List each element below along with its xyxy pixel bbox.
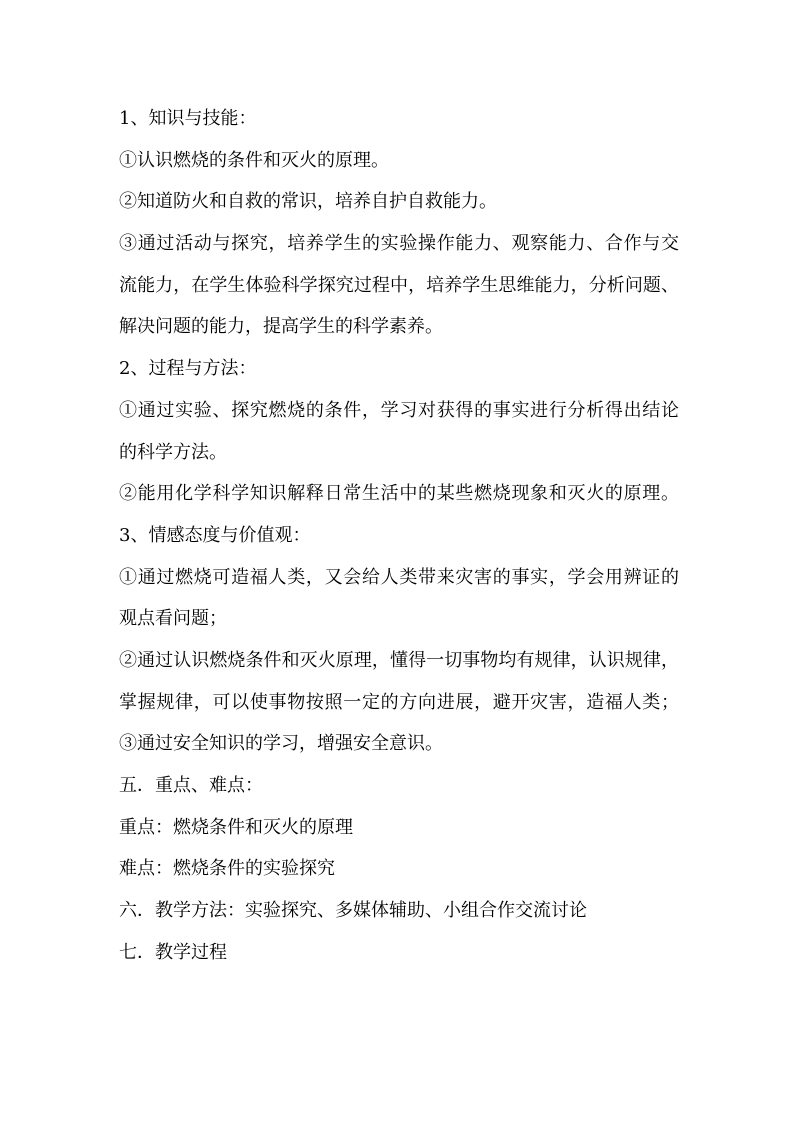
- paragraph-line: ②通过认识燃烧条件和灭火原理，懂得一切事物均有规律，认识规律，: [119, 649, 679, 671]
- paragraph-line: ①认识燃烧的条件和灭火的原理。: [119, 149, 389, 171]
- paragraph-line: 观点看问题；: [119, 608, 227, 630]
- paragraph-line: ③通过活动与探究，培养学生的实验操作能力、观察能力、合作与交: [119, 233, 679, 255]
- paragraph-line: 掌握规律，可以使事物按照一定的方向进展，避开灾害，造福人类；: [119, 691, 679, 713]
- paragraph-line: ③通过安全知识的学习，增强安全意识。: [119, 733, 443, 755]
- paragraph-line: 难点：燃烧条件的实验探究: [119, 858, 335, 880]
- paragraph-line: 流能力，在学生体验科学探究过程中，培养学生思维能力，分析问题、: [119, 274, 679, 296]
- paragraph-line: ①通过实验、探究燃烧的条件，学习对获得的事实进行分析得出结论: [119, 399, 679, 421]
- section-heading-key-points: 五．重点、难点：: [119, 775, 263, 796]
- paragraph-line: 解决问题的能力，提高学生的科学素养。: [119, 316, 443, 338]
- section-heading-attitudes-values: 3、情感态度与价值观：: [119, 524, 311, 546]
- paragraph-line: 的科学方法。: [119, 441, 227, 463]
- paragraph-line: ②知道防火和自救的常识，培养自护自救能力。: [119, 191, 497, 213]
- section-heading-process-methods: 2、过程与方法：: [119, 358, 257, 380]
- section-heading-knowledge-skills: 1、知识与技能：: [119, 108, 257, 129]
- section-heading-teaching-process: 七．教学过程: [119, 941, 227, 963]
- section-heading-teaching-methods: 六．教学方法：实验探究、多媒体辅助、小组合作交流讨论: [119, 900, 587, 922]
- paragraph-line: ①通过燃烧可造福人类，又会给人类带来灾害的事实，学会用辨证的: [119, 566, 679, 588]
- document-body: [119, 98, 679, 973]
- paragraph-line: 重点：燃烧条件和灭火的原理: [119, 816, 353, 838]
- paragraph-line: ②能用化学科学知识解释日常生活中的某些燃烧现象和灭火的原理。: [119, 483, 679, 505]
